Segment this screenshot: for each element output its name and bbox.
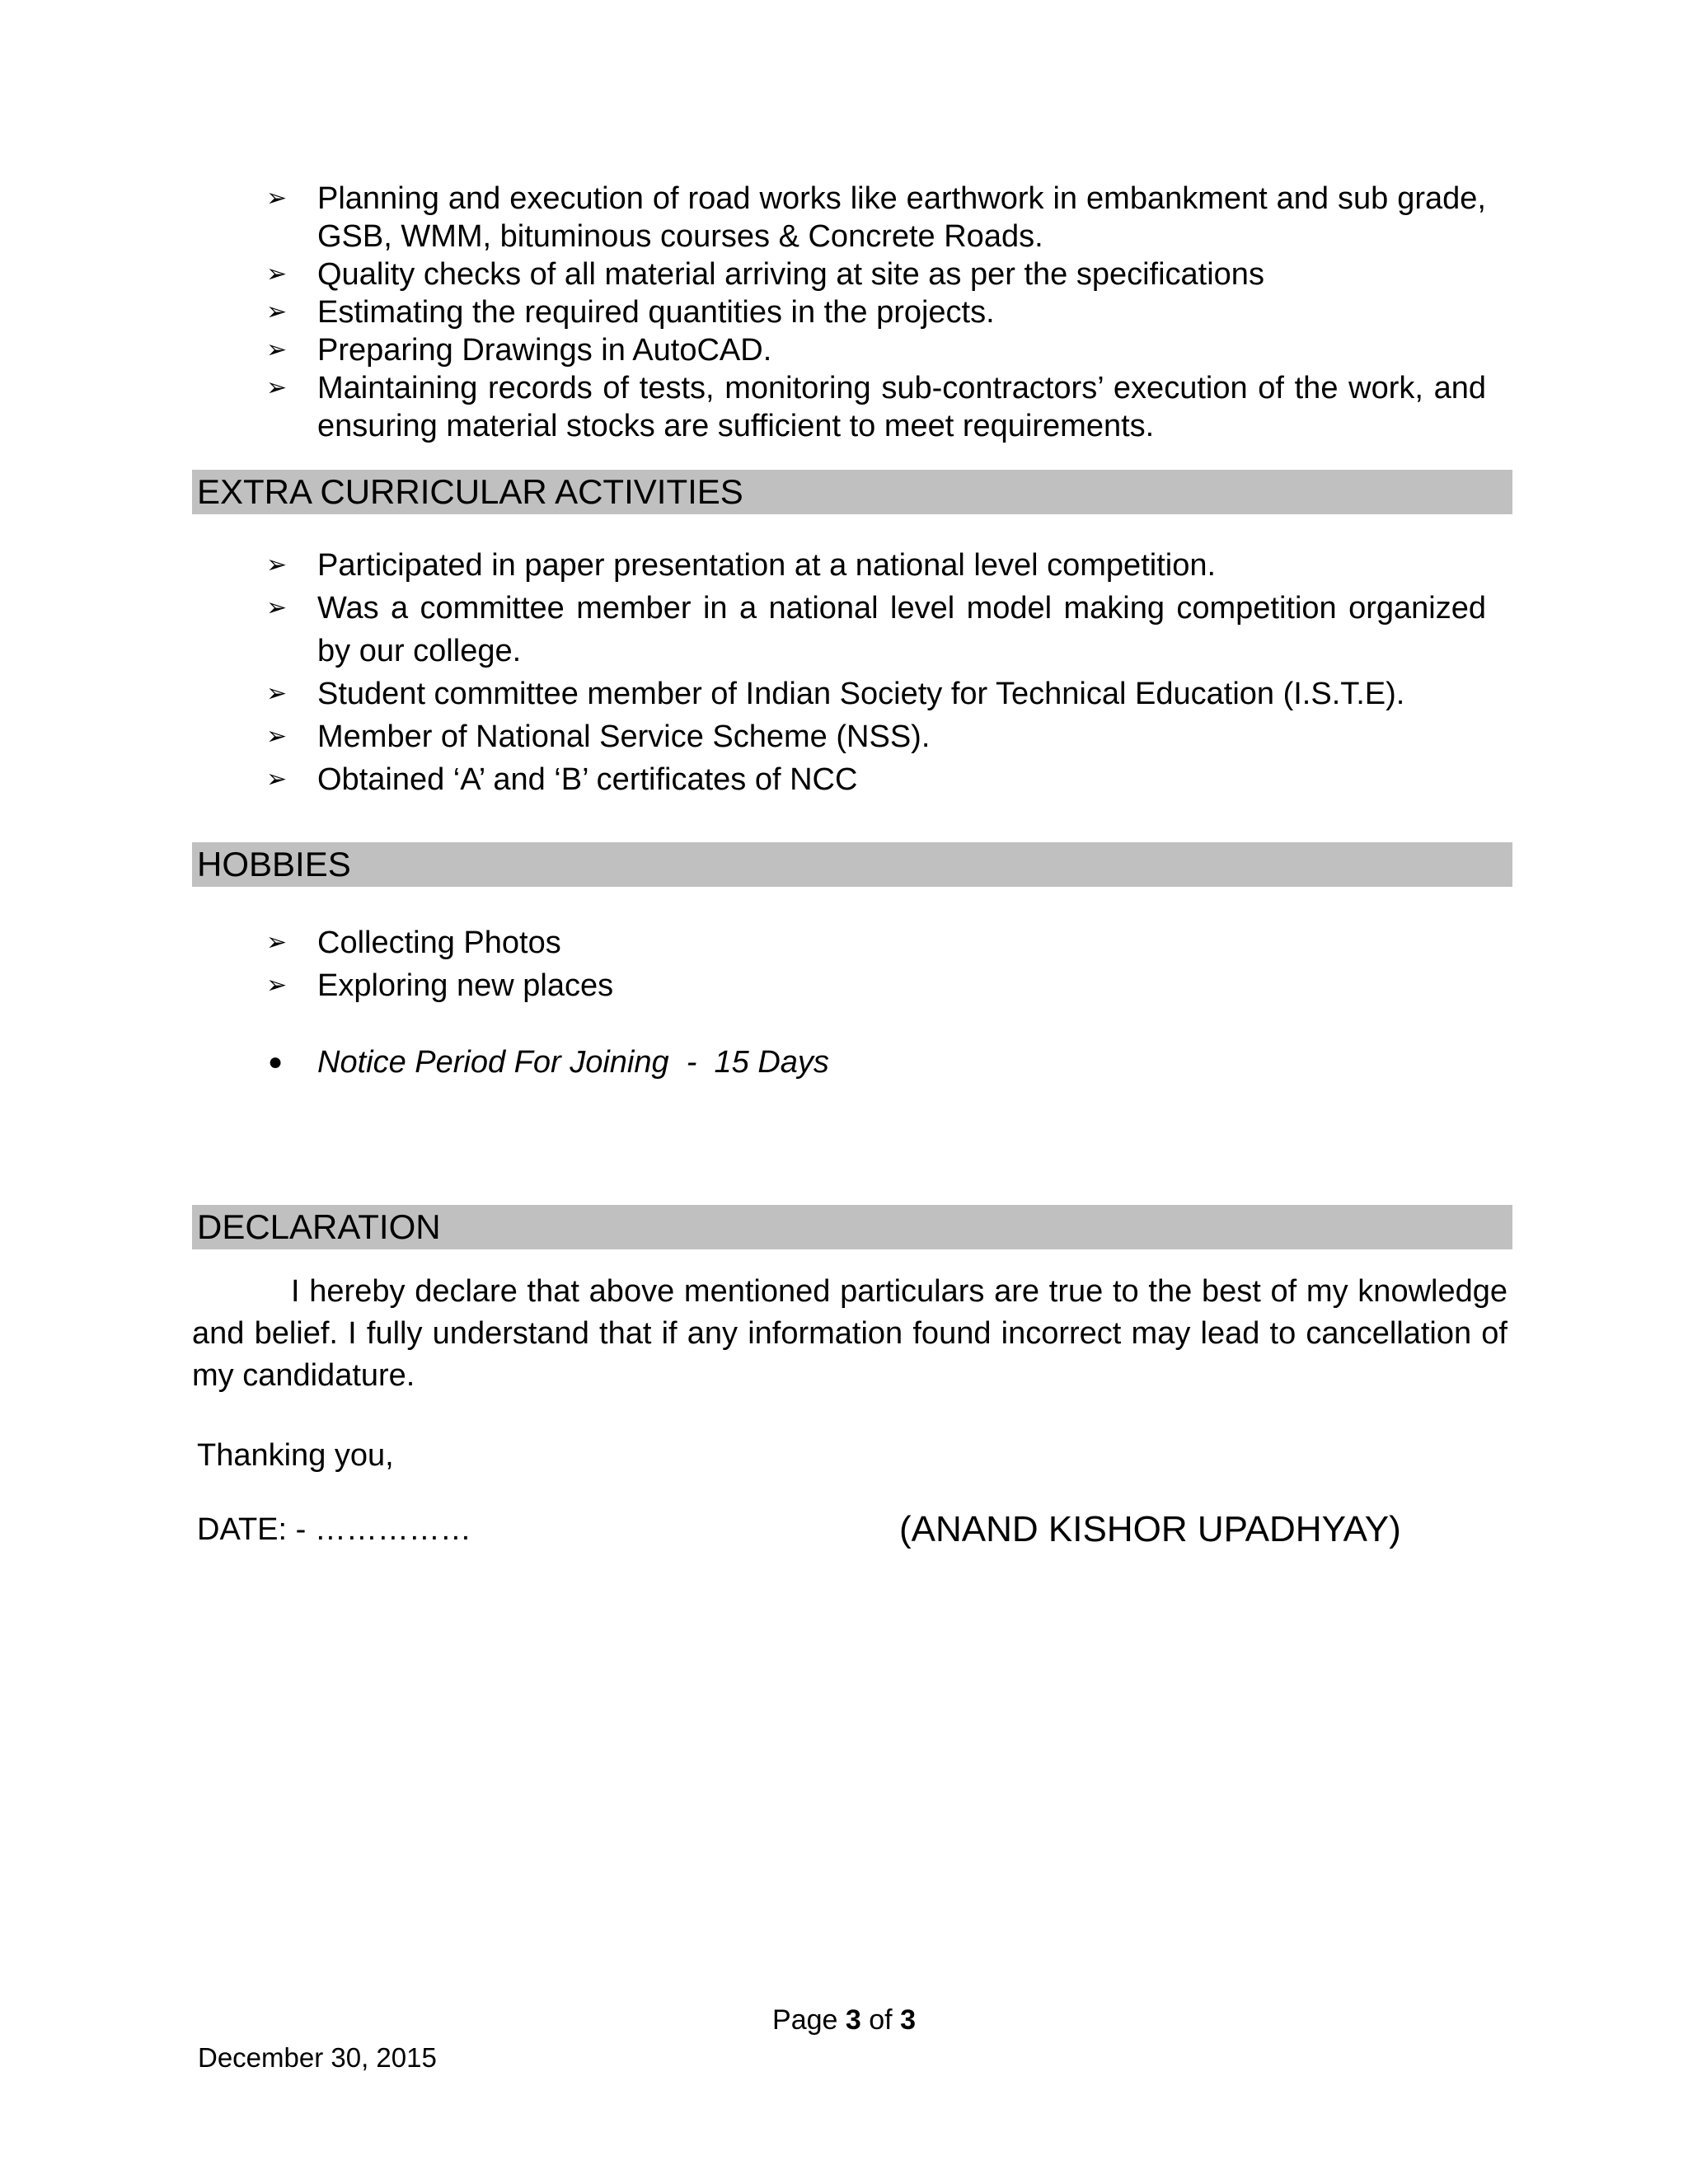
list-item: ➢ Participated in paper presentation at a national level competition. <box>266 544 1486 587</box>
list-item: ➢ Was a committee member in a national level model making competition organized by our college. <box>266 587 1486 673</box>
arrowhead-bullet-icon: ➢ <box>266 551 288 579</box>
list-item: ➢ Estimating the required quantities in the projects. <box>266 295 995 330</box>
arrowhead-bullet-icon: ➢ <box>266 679 288 708</box>
signature-row <box>192 1509 1511 1558</box>
hobbies-list <box>266 921 1486 1007</box>
signature-name: (ANAND KISHOR UPADHYAY) <box>899 1509 1401 1549</box>
declaration-text: I hereby declare that above mentioned particulars are true to the best of my knowledge and belief. I fully understand that if any information found incorrect may lead to cancellation of my candidature. <box>192 1274 1507 1393</box>
notice-period: ● Notice Period For Joining - 15 Days <box>266 1042 1511 1083</box>
responsibilities-list <box>266 180 1486 445</box>
arrowhead-bullet-icon: ➢ <box>266 593 288 622</box>
section-heading-hobbies: HOBBIES <box>192 842 1512 887</box>
list-item: ➢ Collecting Photos <box>266 921 1486 964</box>
list-item: ➢ Student committee member of Indian Society for Technical Education (I.S.T.E). <box>266 673 1486 715</box>
page-content <box>192 180 1511 1558</box>
footer-date: December 30, 2015 <box>198 2042 437 2073</box>
arrowhead-bullet-icon: ➢ <box>266 335 288 364</box>
arrowhead-bullet-icon: ➢ <box>266 260 288 288</box>
section-heading-declaration: DECLARATION <box>192 1205 1512 1249</box>
arrowhead-bullet-icon: ➢ <box>266 373 288 402</box>
arrowhead-bullet-icon: ➢ <box>266 971 288 1000</box>
date-field: DATE: - …………… <box>197 1512 471 1547</box>
extra-curricular-list <box>266 544 1486 801</box>
list-item: ➢ Exploring new places <box>266 964 1486 1007</box>
list-item: ➢ Obtained ‘A’ and ‘B’ certificates of NCC <box>266 758 1486 801</box>
list-item: ➢ Quality checks of all material arriving at site as per the specifications <box>266 257 1264 292</box>
list-item: ➢ Planning and execution of road works like earthwork in embankment and sub grade, GSB, WMM, bituminous courses & Concrete Roads. <box>266 181 1486 254</box>
arrowhead-bullet-icon: ➢ <box>266 184 288 213</box>
section-heading-extra-curricular: EXTRA CURRICULAR ACTIVITIES <box>192 470 1512 514</box>
list-item: ➢ Maintaining records of tests, monitoring sub-contractors’ execution of the work, and ensuring material stocks are sufficient to meet requirements. <box>266 371 1486 443</box>
page-number: Page 3 of 3 <box>772 2004 916 2036</box>
arrowhead-bullet-icon: ➢ <box>266 298 288 326</box>
closing-salutation: Thanking you, <box>197 1438 394 1473</box>
dot-bullet-icon: ● <box>268 1048 284 1076</box>
arrowhead-bullet-icon: ➢ <box>266 928 288 957</box>
list-item: ➢ Member of National Service Scheme (NSS). <box>266 715 1486 758</box>
arrowhead-bullet-icon: ➢ <box>266 722 288 751</box>
arrowhead-bullet-icon: ➢ <box>266 765 288 794</box>
list-item: ➢ Preparing Drawings in AutoCAD. <box>266 333 772 368</box>
